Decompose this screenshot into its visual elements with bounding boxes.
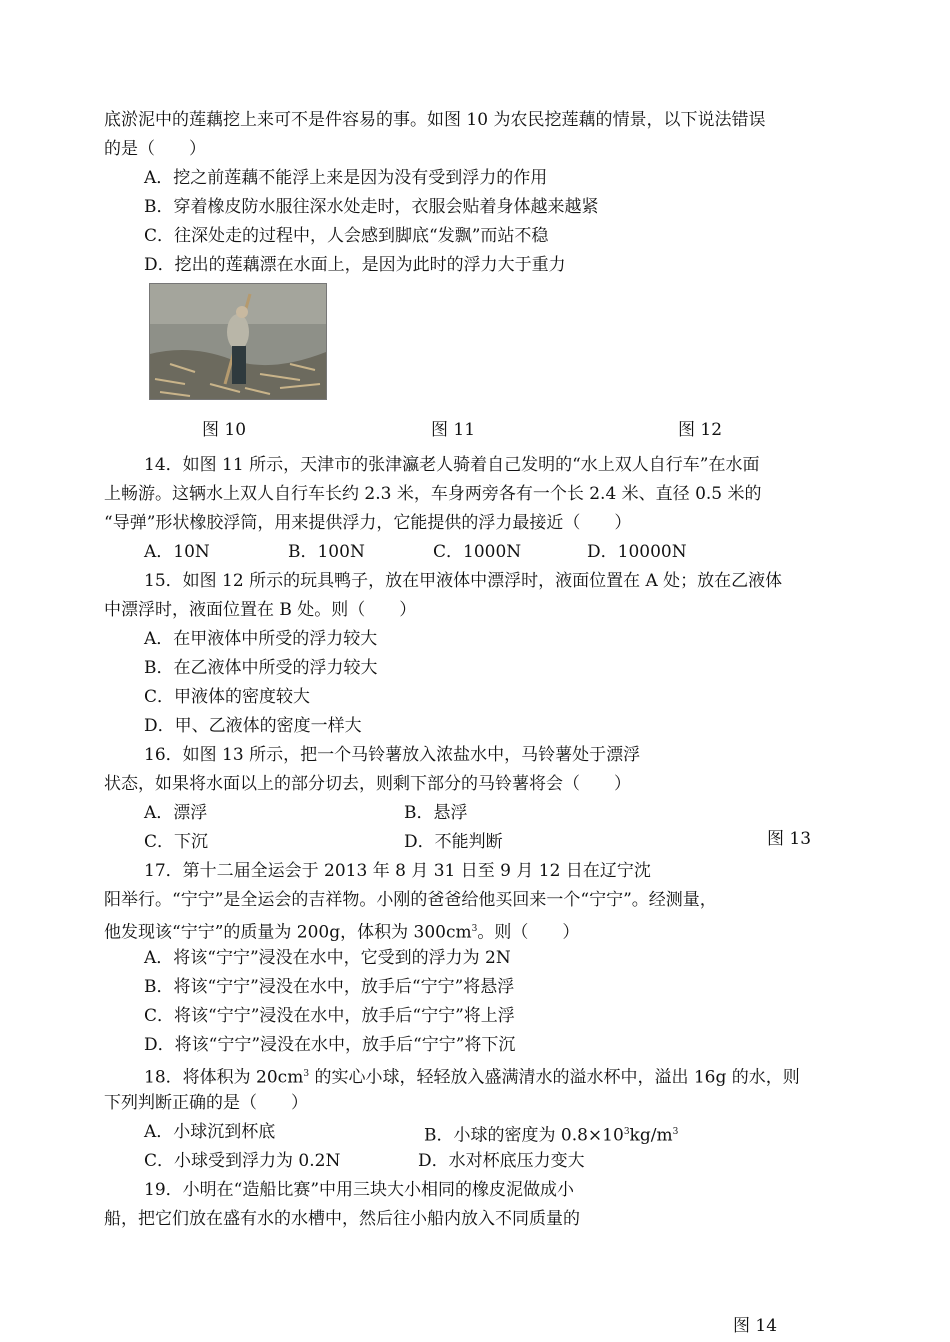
question-18-option-b-unit: kg/m (629, 1125, 673, 1146)
question-18-text-line2: 下列判断正确的是（ ） (104, 1093, 308, 1113)
question-15-text-line2: 中漂浮时，液面位置在 B 处。则（ ） (104, 600, 417, 620)
figure-12-caption: 图 12 (678, 420, 723, 440)
question-13-text-line2: 的是（ ） (104, 139, 206, 159)
question-18-text-line1 (144, 1064, 800, 1088)
question-17-text-line3 (104, 919, 579, 943)
question-17-option-a: A．将该“宁宁”浸没在水中，它受到的浮力为 2N (144, 948, 511, 968)
question-14-text-line3: “导弹”形状橡胶浮筒，用来提供浮力，它能提供的浮力最接近（ ） (104, 513, 632, 533)
question-16-text-line2: 状态，如果将水面以上的部分切去，则剩下部分的马铃薯将会（ ） (104, 774, 631, 794)
figure-10-photo (149, 283, 327, 400)
superscript: 3 (672, 1127, 679, 1137)
question-18-text-line1-end: 的实心小球，轻轻放入盛满清水的溢水杯中，溢出 16g 的水，则 (309, 1067, 800, 1088)
question-16-option-a: A．漂浮 (144, 803, 208, 823)
question-15-option-a: A．在甲液体中所受的浮力较大 (144, 629, 378, 649)
question-15-option-d: D．甲、乙液体的密度一样大 (144, 716, 362, 736)
question-15-option-b: B．在乙液体中所受的浮力较大 (144, 658, 378, 678)
question-18-option-c: C．小球受到浮力为 0.2N (144, 1151, 341, 1171)
question-14-option-c: C．1000N (433, 542, 522, 562)
question-18-option-b-main: B．小球的密度为 0.8×10 (424, 1125, 624, 1146)
question-16-option-d: D．不能判断 (404, 832, 503, 852)
question-15-text-line1: 15．如图 12 所示的玩具鸭子，放在甲液体中漂浮时，液面位置在 A 处；放在乙液体 (144, 571, 783, 591)
question-19-text-line2: 船，把它们放在盛有水的水槽中，然后往小船内放入不同质量的 (104, 1209, 580, 1229)
question-15-option-c: C．甲液体的密度较大 (144, 687, 311, 707)
question-13-option-c: C．往深处走的过程中，人会感到脚底“发飘”而站不稳 (144, 226, 549, 246)
question-17-option-b: B．将该“宁宁”浸没在水中，放手后“宁宁”将悬浮 (144, 977, 515, 997)
question-14-option-b: B．100N (288, 542, 365, 562)
question-17-text-line3-end: 。则（ ） (477, 922, 580, 943)
superscript: 3 (303, 1069, 310, 1079)
question-14-option-a: A．10N (144, 542, 210, 562)
question-13-option-b: B．穿着橡皮防水服往深水处走时，衣服会贴着身体越来越紧 (144, 197, 599, 217)
question-17-text-line1: 17．第十二届全运会于 2013 年 8 月 31 日至 9 月 12 日在辽宁沈 (144, 861, 651, 881)
figure-11-caption: 图 11 (431, 420, 476, 440)
question-18-option-a: A．小球沉到杯底 (144, 1122, 276, 1142)
superscript: 3 (471, 924, 478, 934)
figure-13-caption: 图 13 (767, 829, 812, 849)
question-17-text-line3-main: 他发现该“宁宁”的质量为 200g，体积为 300cm (104, 922, 472, 943)
question-13-option-a: A．挖之前莲藕不能浮上来是因为没有受到浮力的作用 (144, 168, 548, 188)
question-17-option-d: D．将该“宁宁”浸没在水中，放手后“宁宁”将下沉 (144, 1035, 516, 1055)
question-16-option-c: C．下沉 (144, 832, 209, 852)
question-13-text-line1: 底淤泥中的莲藕挖上来可不是件容易的事。如图 10 为农民挖莲藕的情景，以下说法错误 (104, 110, 766, 130)
question-17-text-line2: 阳举行。“宁宁”是全运会的吉祥物。小刚的爸爸给他买回来一个“宁宁”。经测量， (104, 890, 717, 910)
superscript: 3 (623, 1127, 630, 1137)
question-18-text-line1-start: 18．将体积为 20cm (144, 1067, 304, 1088)
question-16-option-b: B．悬浮 (404, 803, 468, 823)
question-18-option-d: D．水对杯底压力变大 (418, 1151, 585, 1171)
figure-10-caption: 图 10 (202, 420, 247, 440)
question-19-text-line1: 19．小明在“造船比赛”中用三块大小相同的橡皮泥做成小 (144, 1180, 575, 1200)
question-14-option-d: D．10000N (587, 542, 687, 562)
question-13-option-d: D．挖出的莲藕漂在水面上，是因为此时的浮力大于重力 (144, 255, 566, 275)
question-14-text-line1: 14．如图 11 所示，天津市的张津瀛老人骑着自己发明的“水上双人自行车”在水面 (144, 455, 760, 475)
question-18-option-b (424, 1122, 678, 1146)
question-16-text-line1: 16．如图 13 所示，把一个马铃薯放入浓盐水中，马铃薯处于漂浮 (144, 745, 641, 765)
question-17-option-c: C．将该“宁宁”浸没在水中，放手后“宁宁”将上浮 (144, 1006, 515, 1026)
figure-14-caption: 图 14 (733, 1316, 778, 1336)
question-14-text-line2: 上畅游。这辆水上双人自行车长约 2.3 米，车身两旁各有一个长 2.4 米、直径 0.5 米的 (104, 484, 762, 504)
